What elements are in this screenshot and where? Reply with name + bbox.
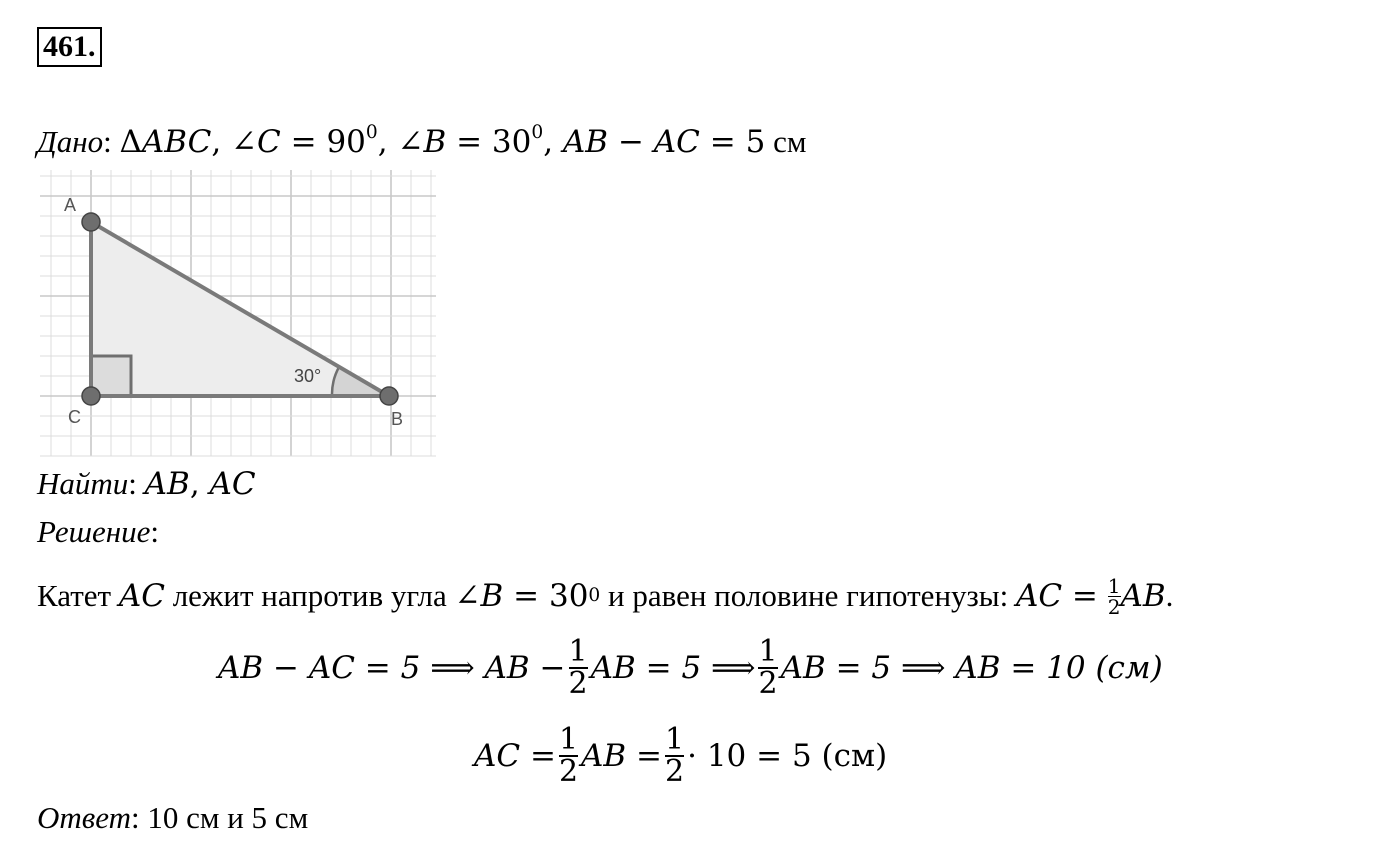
label-b: B bbox=[391, 409, 404, 429]
angle-label: 30° bbox=[294, 366, 322, 386]
point-a bbox=[82, 213, 100, 231]
answer-label: Ответ bbox=[37, 800, 131, 835]
answer-text: 10 см и 5 см bbox=[147, 800, 309, 835]
statement: Катет AC лежит напротив угла ∠ B = 30 0 и равен половине гипотенузы: AC = $\frac{1}{2}$ AB . bbox=[37, 573, 1174, 619]
point-c bbox=[82, 387, 100, 405]
find-line: Найти: AB, AC bbox=[37, 466, 256, 502]
fraction-half: $\frac{1}{2}$ bbox=[1107, 573, 1121, 619]
triangle-name: ABC bbox=[141, 124, 212, 160]
label-a: A bbox=[64, 195, 77, 215]
fraction-half: $\frac{1}{2}$ bbox=[558, 722, 579, 789]
problem-number: 461. bbox=[43, 30, 96, 63]
triangle-figure bbox=[40, 170, 440, 460]
fraction-half: $\frac{1}{2}$ bbox=[665, 722, 685, 789]
given-line: Дано: ΔABC, ∠C = $90^0$, ∠B = $30^0$, AB − AC = 5 см bbox=[37, 122, 807, 160]
problem-number-box bbox=[37, 27, 102, 67]
equation-2: AC = $\frac{1}{2}$ AB = $\frac{1}{2}$ · 10 = 5 (см) bbox=[474, 722, 888, 789]
equation-1: AB − AC = 5 ⟹ AB − $\frac{1}{2}$ AB = 5 ⟹ $\frac{1}{2}$ AB = 5 ⟹ AB = 10 (см) bbox=[218, 634, 1163, 701]
given-label: Дано bbox=[37, 124, 104, 159]
fraction-half: $\frac{1}{2}$ bbox=[568, 634, 588, 701]
point-b bbox=[380, 387, 398, 405]
fraction-half: $\frac{1}{2}$ bbox=[758, 634, 778, 701]
solution-label: Решение bbox=[37, 514, 151, 549]
find-label: Найти bbox=[37, 466, 129, 501]
answer-line: Ответ: 10 см и 5 см bbox=[37, 800, 309, 835]
given-unit: см bbox=[773, 124, 807, 159]
solution-line: Решение: bbox=[37, 514, 159, 549]
label-c: C bbox=[68, 407, 81, 427]
